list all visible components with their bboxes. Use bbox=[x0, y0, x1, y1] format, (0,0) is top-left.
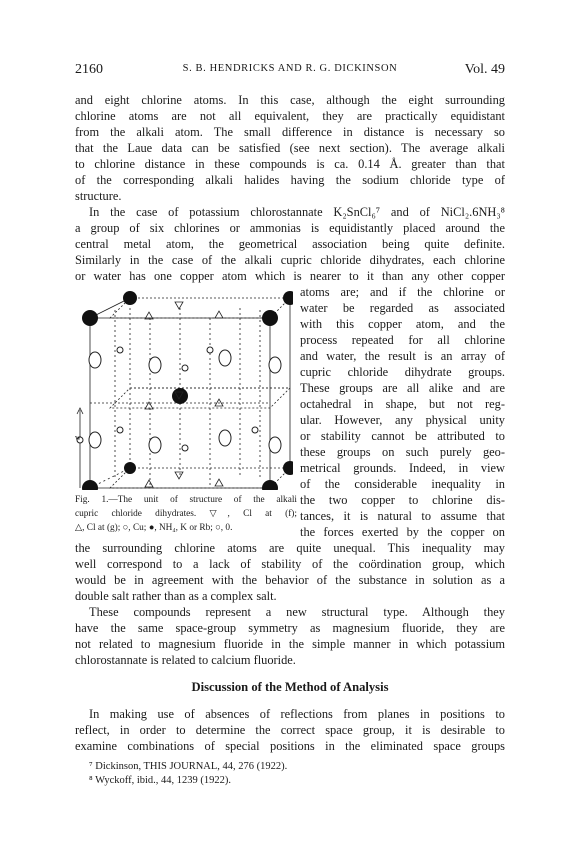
paragraph-1 bbox=[75, 92, 505, 204]
caption-line: △, Cl at (g); ○, Cu; ●, NH₄, K or Rb; ○, 0. bbox=[75, 523, 233, 533]
volume-label: Vol. 49 bbox=[464, 62, 505, 77]
text-line: or water has one copper atom which is nearer to it than any other copper bbox=[75, 269, 505, 283]
text-line: the two copper to chlorine dis- bbox=[300, 493, 505, 507]
text-line: structure. bbox=[75, 189, 122, 203]
text-line: atoms are; and if the chlorine or bbox=[300, 285, 505, 299]
text-line: Similarly in the case of the alkali cupric chloride dihydrates, each chlorine bbox=[75, 253, 505, 267]
text-line: the forces exerted by the copper on bbox=[300, 525, 505, 539]
text-line: well correspond to a lack of stability of the coördination group, which bbox=[75, 557, 505, 571]
text-line: the surrounding chlorine atoms are quite unequal. This inequality may bbox=[75, 541, 505, 555]
text-line: of the considerable inequality in bbox=[300, 477, 505, 491]
text-line: chlorine atoms are not all equivalent, they are practically equidistant bbox=[75, 109, 505, 123]
text-line: that the Laue data can be satisfied (see next section). The average alkali bbox=[75, 141, 505, 155]
text-line: tances, it is natural to assume that bbox=[300, 509, 505, 523]
text-line: examine combinations of special positions in the eliminated space groups bbox=[75, 739, 505, 753]
page-number: 2160 bbox=[75, 62, 103, 77]
text-line: with this copper atom, and the bbox=[300, 317, 505, 331]
text-line: metrical grounds. Indeed, in view bbox=[300, 461, 505, 475]
unit-cell-figure bbox=[75, 290, 293, 490]
footnote: ⁸ Wyckoff, ibid., 44, 1239 (1922). bbox=[89, 775, 232, 786]
text-line: of the corresponding alkali halides having the sodium chloride type of bbox=[75, 173, 505, 187]
text-line: these groups on such purely geo- bbox=[300, 445, 505, 459]
paragraph-3 bbox=[75, 604, 505, 668]
text-line: process repeated for all chlorine bbox=[300, 333, 505, 347]
text-line: These compounds represent a new structural type. Although they bbox=[89, 605, 505, 619]
text-line: ular. However, any physical unity bbox=[300, 413, 505, 427]
text-line: central metal atom, the geometrical association being quite definite. bbox=[75, 237, 505, 251]
text-line: octahedral in shape, but not reg- bbox=[300, 397, 505, 411]
text-line: and eight chlorine atoms. In this case, although the eight surrounding bbox=[75, 93, 505, 107]
text-line: reflect, in order to determine the correct space group, it is desirable to bbox=[75, 723, 505, 737]
text-line: cupric chloride dihydrate groups. bbox=[300, 365, 505, 379]
text-line: to chlorine distance in these compounds is ca. 0.14 Å. greater than that bbox=[75, 157, 505, 171]
axis-label: w bbox=[75, 433, 81, 442]
caption-line: cupric chloride dihydrates. ▽, Cl at (f); bbox=[75, 509, 297, 519]
text-line: have the same space-group symmetry as magnesium fluoride, they are bbox=[75, 621, 505, 635]
text-line: In the case of potassium chlorostannate K₂SnCl₆⁷ and of NiCl₂.6NH₃⁸ bbox=[89, 205, 505, 219]
running-header bbox=[75, 62, 505, 80]
section-heading: Discussion of the Method of Analysis bbox=[191, 680, 389, 694]
text-line: and water, the result is an array of bbox=[300, 349, 505, 363]
text-line: chlorostannate is related to calcium fluoride. bbox=[75, 653, 296, 667]
paragraph-2 bbox=[75, 204, 505, 284]
paragraph-4 bbox=[75, 706, 505, 754]
text-line: water be regarded as associated bbox=[300, 301, 505, 315]
paragraph-2-wrap bbox=[300, 284, 505, 540]
text-line: or stability cannot be attributed to bbox=[300, 429, 505, 443]
footnotes bbox=[75, 760, 505, 788]
text-line: In making use of absences of reflections from planes in positions to bbox=[89, 707, 505, 721]
paragraph-2-tail bbox=[75, 540, 505, 604]
text-line: from the alkali atom. The small difference in distance is necessary so bbox=[75, 125, 505, 139]
running-title: S. B. HENDRICKS AND R. G. DICKINSON bbox=[182, 63, 398, 74]
footnote: ⁷ Dickinson, THIS JOURNAL, 44, 276 (1922). bbox=[89, 761, 288, 772]
text-line: would be in agreement with the behavior of the substance in solution as a bbox=[75, 573, 505, 587]
caption-line: Fig. 1.—The unit of structure of the alkali bbox=[75, 495, 297, 505]
figure-caption bbox=[75, 493, 297, 535]
text-line: a group of six chlorines or ammonias is equidistantly placed around the bbox=[75, 221, 505, 235]
text-line: These groups are all alike and are bbox=[300, 381, 505, 395]
text-line: double salt rather than as a complex salt. bbox=[75, 589, 277, 603]
text-line: not related to magnesium fluoride in the simple manner in which potassium bbox=[75, 637, 505, 651]
